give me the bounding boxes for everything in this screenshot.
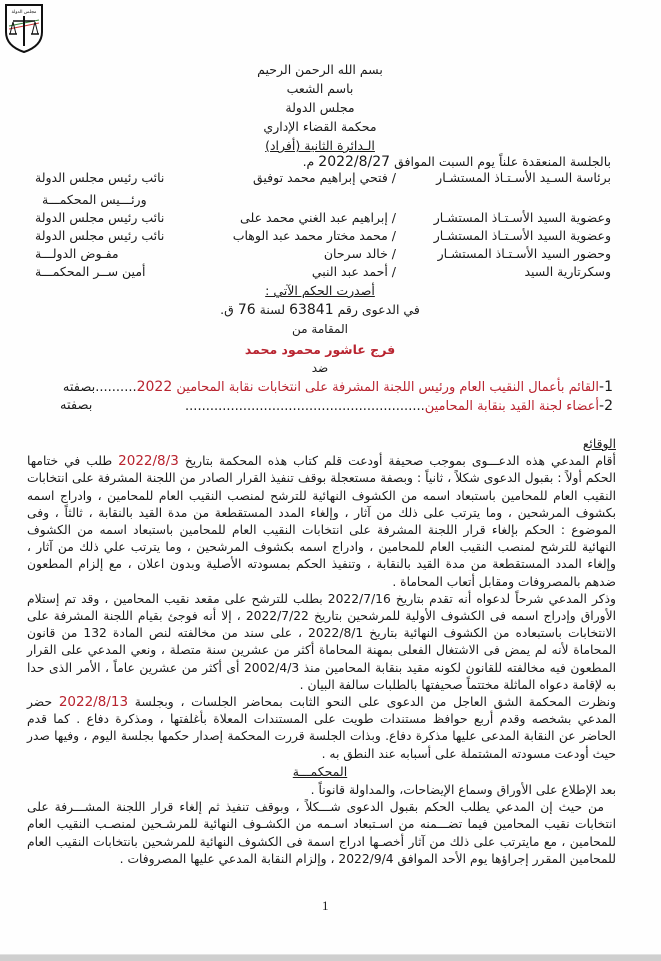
- defendant-dots: ..........................................................: [185, 399, 425, 414]
- against-label: ضد: [311, 361, 329, 375]
- session-line: [303, 153, 611, 171]
- panel-title: أمين ســر المحكمـــة: [35, 264, 146, 279]
- page-number: 1: [322, 898, 329, 913]
- panel-role: وعضوية السيد الأسـتـاذ المستشـار: [433, 228, 611, 243]
- facts-paragraph: [27, 694, 616, 763]
- defendant-year: 2022: [136, 379, 173, 395]
- case-number-line: [180, 302, 460, 318]
- panel-title: مفـوض الدولـــة: [35, 246, 119, 261]
- council-name: مجلس الدولة: [285, 100, 355, 115]
- facts-paragraph: [27, 453, 616, 591]
- panel-role: وسكرتارية السيد: [524, 264, 611, 279]
- case-number: 63841: [289, 302, 334, 318]
- case-year: 76: [237, 302, 256, 318]
- court-paragraph: بعد الإطلاع على الأوراق وسماع الإيضاحات، والمداولة قانوناً .: [310, 783, 616, 797]
- court-paragraph: من حيث إن المدعي يطلب الحكم بقبول الدعوى شـــكلاً ، وبوقف تنفيذ ثم إلغاء قرار اللجنة المشـــرفة على انتخابات نقيب المحامين فيما تضـــمنه من اسـتبعاد اسـمه من الكشـوف النهائية للمرشـحين لمنصـب النقيب العام للمحامين ، مع مايترتب على ذلك من آثار أخصـها ادراج اسمة فى الكشوف النهائية للمرشحين بانتخابات النقيب العام للمحامين المقرر إجراؤها يوم الأحد الموافق 2022/9/4 ، وإلزام النقابة المدعي عليها المصروفات .: [27, 800, 616, 866]
- panel-name: / محمد مختار محمد عبد الوهاب: [232, 228, 396, 243]
- panel-name: / خالد سرحان: [323, 246, 396, 261]
- defendant-capacity: بصفته: [62, 380, 96, 395]
- court-section: [27, 782, 616, 868]
- logo-caption: مجلس الدولة: [11, 10, 37, 15]
- court-section-heading: المحكمـــة: [292, 764, 348, 779]
- document-header: [200, 60, 440, 155]
- panel-row: [20, 264, 611, 281]
- panel-name: / فتحي إبراهيم محمد توفيق: [252, 170, 396, 185]
- ruling-issued-heading: أصدرت الحكم الآتي :: [265, 283, 375, 298]
- panel-role: برئاسة السـيد الأسـتـاذ المستشـار: [436, 170, 611, 185]
- facts-text: طلب في ختامها الحكم أولاً : بقبول الدعوى شكلاً ، ثانياً : وبصفة مستعجلة بوقف تنفيذ القرار الصادر من اللجنة المشرفة على انتخابات النقيب العام للمحامين باستبعاد اسمه من الكشوف النهائية للترشح لمنصب النقيب العام للمحامين ، وادراج اسمه بكشوف المرشحين ، وما يترتب على ذلك من آثار ، وإلغاء المدد المستقطعة من مدة القيد بالنقابة ، ثالثاً ، وفى الموضوع : الحكم بإلغاء قرار اللجنة المشرفة على انتخابات النقيب العام للمحامين باستبعاد اسمه من الكشوف النهائية للترشح لمنصب النقيب العام للمحامين ، وادراج اسمه بكشوف المرشحين ، وما يترتب علي ذلك من آثار ، وإلغاء المدد المستقطعة من مدة القيد بالنقابة ، وتنفيذ الحكم بمسودته الأصلية وبدون اعلان ، مع إلزام المطعون ضدهم بالمصروفات ومقابل أتعاب المحاماة .: [27, 454, 616, 589]
- session-intro: بالجلسة المنعقدة علناً يوم السبت الموافق: [394, 154, 611, 169]
- court-name: محكمة القضاء الإداري: [263, 119, 377, 134]
- plaintiff-name: فرج عاشور محمود محمد: [244, 342, 396, 357]
- circuit-name: الـدائرة الثانية (أفراد): [265, 138, 375, 153]
- panel-row: [20, 170, 611, 187]
- defendant-capacity: بصفته: [60, 398, 93, 413]
- filed-by-label: المقامة من: [292, 322, 348, 336]
- panel-row: [20, 228, 611, 245]
- case-year-prefix: لسنة: [259, 302, 286, 317]
- session-suffix: م.: [302, 154, 315, 169]
- defendant-text: أعضاء لجنة القيد بنقابة المحامين: [424, 399, 600, 414]
- defendant-item: [60, 378, 613, 397]
- defendant-number: 2-: [599, 398, 613, 414]
- basmala: بسم الله الرحمن الرحيم: [257, 62, 383, 77]
- facts-section: [27, 436, 616, 763]
- panel-role: وحضور السيد الأسـتـاذ المستشـار: [437, 246, 611, 261]
- panel-title: نائب رئيس مجلس الدولة: [35, 228, 165, 243]
- scales-of-justice-icon: [3, 2, 45, 54]
- facts-heading: الوقائع: [582, 437, 616, 451]
- defendant-number: 1-: [599, 379, 613, 395]
- defendant-item: [60, 397, 613, 416]
- hearing-date: 2022/8/13: [58, 694, 129, 711]
- panel-title: نائب رئيس مجلس الدولة: [35, 210, 165, 225]
- panel-title: ورئـــيس المحكمـــة: [42, 192, 147, 207]
- defendant-text: القائم بأعمال النقيب العام ورئيس اللجنة المشرفة على انتخابات نقابة المحامين: [176, 380, 600, 395]
- panel-title: نائب رئيس مجلس الدولة: [35, 170, 165, 185]
- defendant-dots: ..........: [95, 380, 137, 395]
- facts-text: حضر المدعي بشخصه وقدم أربع حوافظ مستندات طويت على المستندات المعلاة بأغلفتها ، ومذكرة دفاع . كما قدم الحاضر عن النقابة المدعى عليها مذكرة دفاع. وبذات الجلسة قررت المحكمة إصدار حكمها بجلسة اليوم ، وفيها صدر حيث أودعت مسودته المشتملة على أسبابه عند النطق به .: [27, 695, 616, 761]
- session-date: 2022/8/27: [318, 154, 391, 170]
- case-suffix: ق.: [220, 302, 234, 317]
- panel-name: / إبراهيم عبد الغني محمد على: [240, 210, 396, 225]
- panel-row: [20, 210, 611, 227]
- in-name-of-people: باسم الشعب: [286, 81, 354, 96]
- panel-name: / أحمد عبد النبي: [311, 264, 396, 279]
- panel-row: [20, 192, 611, 209]
- case-prefix: في الدعوى رقم: [337, 302, 420, 317]
- panel-row: [20, 246, 611, 263]
- facts-text: ونظرت المحكمة الشق العاجل من الدعوى على النحو الثابت بمحاضر الجلسات ، وبجلسة: [134, 695, 616, 710]
- facts-text: أقام المدعي هذه الدعـــوى بموجب صحيفة أودعت قلم كتاب هذه المحكمة بتاريخ: [184, 454, 616, 469]
- panel-role: وعضوية السيد الأسـتـاذ المستشـار: [433, 210, 611, 225]
- facts-paragraph: وذكر المدعي شرحاً لدعواه أنه تقدم بتاريخ 2022/7/16 بطلب للترشح على مقعد نقيب المحامين ، وقد تم إستلام الأوراق وإدراج اسمه فى الكشوف الأولية للمرشحين بتاريخ 2022/7/22 ، إلا أنه فوجئ بقيام اللجنة المشرفة على الانتخابات باستبعاده من الكشوف النهائية بتاريخ 2022/8/1 ، على سند من مخالفته لنص المادة 132 من قانون المحاماة لأنه لم يمض فى الاشتغال الفعلى بمهنة المحاماة أكثر من عشرين سنة متصلة ، ونعي المدعي على القرار المطعون فيه مخالفته للقانون لكونه مقيد بنقابة المحامين منذ 2002/4/3 أى أكثر من عشرين عاماً ، الأمر الذى حدا به لإقامة دعواه الماثلة مختتماً صحيفتها بالطلبات سالفة البيان .: [27, 591, 617, 692]
- filing-date: 2022/8/3: [118, 453, 179, 470]
